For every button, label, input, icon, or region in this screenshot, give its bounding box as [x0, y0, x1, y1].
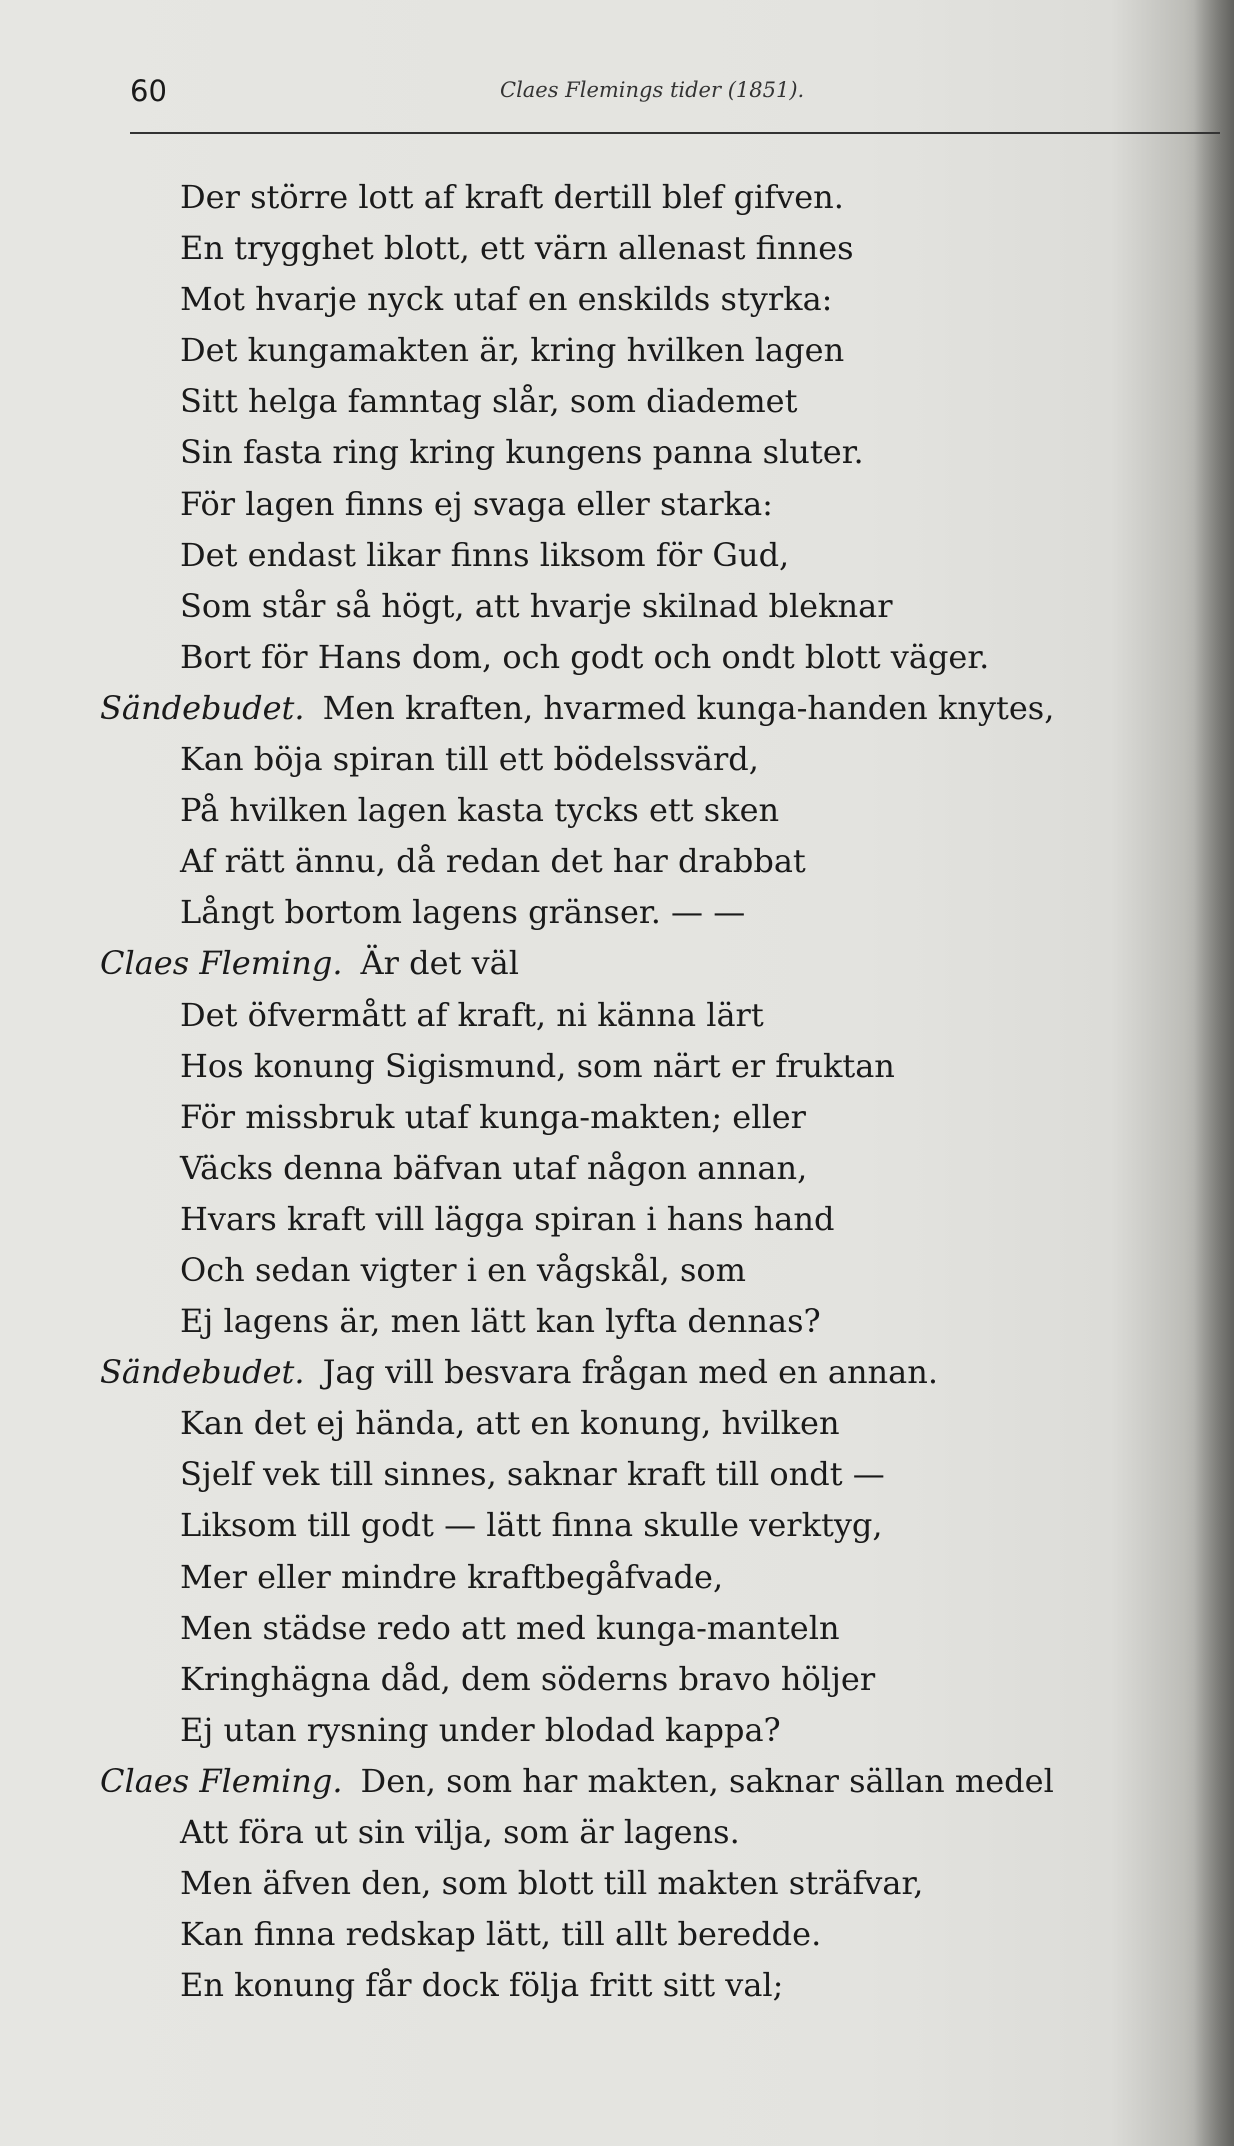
verse-text-line: Kan finna redskap lätt, till allt beredde. — [180, 1915, 822, 1954]
verse-line — [0, 632, 1234, 683]
verse-line — [0, 938, 1234, 989]
verse-line — [0, 1194, 1234, 1245]
verse-text-line: Af rätt ännu, då redan det har drabbat — [180, 842, 806, 881]
verse-line — [0, 1449, 1234, 1500]
verse-line — [0, 1245, 1234, 1296]
verse-text-line: Och sedan vigter i en vågskål, som — [180, 1250, 746, 1289]
verse-line — [0, 1756, 1234, 1807]
verse-line — [0, 1807, 1234, 1858]
verse-text-line: Som står så högt, att hvarje skilnad bleknar — [180, 586, 893, 625]
verse-line — [0, 223, 1234, 274]
verse-text — [0, 172, 1234, 2011]
verse-line — [0, 1347, 1234, 1398]
verse-text-line: Långt bortom lagens gränser. — — — [180, 893, 746, 932]
verse-line — [0, 1705, 1234, 1756]
verse-text-line: Sitt helga famntag slår, som diademet — [180, 382, 798, 421]
verse-text-line: Det endast likar finns liksom för Gud, — [180, 535, 790, 574]
speaker-name: Claes Fleming. — [100, 944, 343, 983]
verse-line — [0, 785, 1234, 836]
verse-line — [0, 479, 1234, 530]
verse-line — [0, 530, 1234, 581]
running-head: Claes Flemings tider (1851). — [500, 78, 805, 102]
page-header — [130, 66, 1220, 116]
verse-line — [0, 734, 1234, 785]
verse-line — [0, 990, 1234, 1041]
speaker-name: Claes Fleming. — [100, 1761, 343, 1800]
verse-line — [0, 887, 1234, 938]
verse-text-line: Är det väl — [360, 944, 519, 983]
verse-line — [0, 1296, 1234, 1347]
verse-text-line: Men äfven den, som blott till makten sträfvar, — [180, 1864, 924, 1903]
verse-text-line: En konung får dock följa fritt sitt val; — [180, 1966, 784, 2005]
header-rule — [130, 132, 1220, 134]
verse-line — [0, 1041, 1234, 1092]
verse-text-line: Kan böja spiran till ett bödelssvärd, — [180, 740, 759, 779]
verse-text-line: Men städse redo att med kunga-manteln — [180, 1608, 840, 1647]
verse-text-line: Jag vill besvara frågan med en annan. — [322, 1353, 939, 1392]
verse-text-line: Ej lagens är, men lätt kan lyfta dennas? — [180, 1302, 821, 1341]
verse-text-line: För lagen finns ej svaga eller starka: — [180, 484, 773, 523]
verse-text-line: Den, som har makten, saknar sällan medel — [360, 1761, 1054, 1800]
verse-line — [0, 427, 1234, 478]
verse-line — [0, 172, 1234, 223]
page-number: 60 — [130, 74, 167, 108]
verse-text-line: Men kraften, hvarmed kunga-handen knytes, — [322, 688, 1055, 727]
verse-line — [0, 1654, 1234, 1705]
verse-text-line: Hvars kraft vill lägga spiran i hans hand — [180, 1199, 835, 1238]
verse-line — [0, 1552, 1234, 1603]
verse-text-line: Sin fasta ring kring kungens panna sluter. — [180, 433, 864, 472]
verse-line — [0, 1143, 1234, 1194]
verse-text-line: Kan det ej hända, att en konung, hvilken — [180, 1404, 840, 1443]
speaker-name: Sändebudet. — [100, 688, 305, 727]
verse-line — [0, 1858, 1234, 1909]
verse-line — [0, 1398, 1234, 1449]
verse-line — [0, 274, 1234, 325]
verse-text-line: Mer eller mindre kraftbegåfvade, — [180, 1557, 724, 1596]
verse-line — [0, 1960, 1234, 2011]
verse-text-line: Mot hvarje nyck utaf en enskilds styrka: — [180, 280, 833, 319]
verse-line — [0, 1092, 1234, 1143]
verse-line — [0, 376, 1234, 427]
verse-text-line: En trygghet blott, ett värn allenast finnes — [180, 229, 854, 268]
verse-line — [0, 1603, 1234, 1654]
verse-text-line: Der större lott af kraft dertill blef gifven. — [180, 178, 844, 216]
verse-text-line: Sjelf vek till sinnes, saknar kraft till ondt — — [180, 1455, 885, 1494]
verse-line — [0, 836, 1234, 887]
verse-line — [0, 1909, 1234, 1960]
verse-text-line: På hvilken lagen kasta tycks ett sken — [180, 791, 780, 830]
speaker-name: Sändebudet. — [100, 1353, 305, 1392]
verse-line — [0, 683, 1234, 734]
verse-text-line: Väcks denna bäfvan utaf någon annan, — [180, 1148, 808, 1187]
verse-line — [0, 1500, 1234, 1551]
verse-text-line: Liksom till godt — lätt finna skulle verktyg, — [180, 1506, 883, 1545]
verse-line — [0, 325, 1234, 376]
verse-line — [0, 581, 1234, 632]
verse-text-line: Bort för Hans dom, och godt och ondt blott väger. — [180, 637, 990, 676]
verse-text-line: Att föra ut sin vilja, som är lagens. — [180, 1813, 740, 1851]
verse-text-line: Det kungamakten är, kring hvilken lagen — [180, 331, 845, 370]
verse-text-line: För missbruk utaf kunga-makten; eller — [180, 1097, 806, 1136]
verse-text-line: Ej utan rysning under blodad kappa? — [180, 1710, 781, 1749]
verse-text-line: Det öfvermått af kraft, ni känna lärt — [180, 995, 764, 1034]
verse-text-line: Hos konung Sigismund, som närt er fruktan — [180, 1046, 895, 1085]
verse-text-line: Kringhägna dåd, dem söderns bravo höljer — [180, 1659, 876, 1698]
